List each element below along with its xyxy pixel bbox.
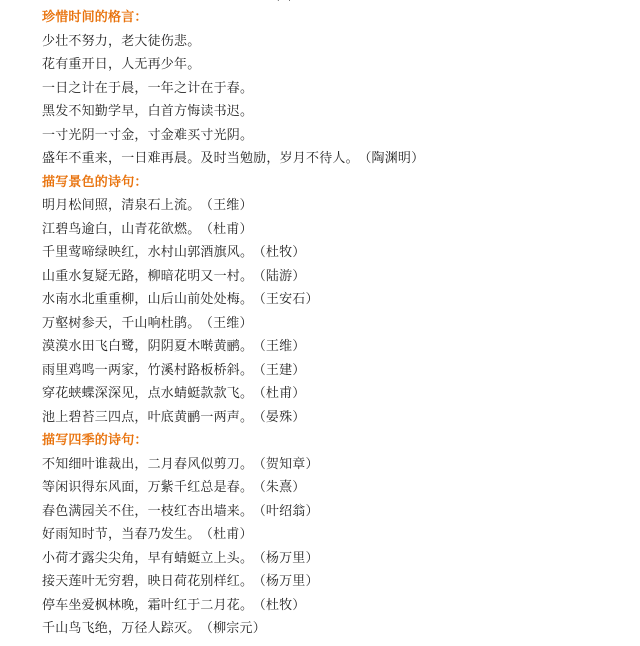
poem-line (42, 218, 632, 242)
poem-text: 江碧鸟逾白，山青花欲燃。 (42, 221, 201, 237)
poem-text: 万壑树参天，千山响杜鹃。 (42, 315, 201, 331)
maxim-line (42, 30, 632, 54)
poem-text: 接天莲叶无穷碧，映日荷花别样红。 (42, 574, 254, 589)
section-heading-time-maxims: 珍惜时间的格言： (42, 10, 148, 25)
poem-text: 雨里鸡鸣一两家，竹溪村路板桥斜。 (42, 362, 254, 378)
maxim-text: 黑发不知勤学早，白首方悔读书迟。 (42, 104, 254, 119)
poem-author: （杜甫） (206, 527, 253, 542)
poem-line (42, 547, 632, 571)
poem-text: 不知细叶谁裁出，二月春风似剪刀。 (42, 456, 254, 472)
poem-text: 水南水北重重柳，山后山前处处梅。 (42, 292, 254, 307)
poem-author: （王维） (206, 315, 253, 331)
poem-text: 千山鸟飞绝，万径人踪灭。 (42, 621, 201, 636)
poem-line (42, 194, 632, 218)
poem-author: （陆游） (259, 268, 306, 284)
poem-line (42, 382, 632, 406)
poem-line (42, 241, 632, 265)
poem-text: 小荷才露尖尖角，早有蜻蜓立上头。 (42, 550, 254, 566)
poem-author: （朱熹） (259, 480, 306, 495)
poem-line (42, 476, 632, 500)
poem-line (42, 312, 632, 336)
maxim-text: 一日之计在于晨，一年之计在于春。 (42, 80, 254, 96)
poem-line (42, 500, 632, 524)
poem-author: （杜甫） (206, 221, 253, 237)
poem-line (42, 570, 632, 594)
maxim-line (42, 77, 632, 101)
maxim-line (42, 124, 632, 148)
poem-author: （叶绍翁） (259, 503, 319, 519)
maxim-text: 一寸光阴一寸金，寸金难买寸光阴。 (42, 127, 254, 143)
poem-author: （王建） (259, 362, 306, 378)
poem-text: 池上碧苔三四点，叶底黄鹂一两声。 (42, 409, 254, 425)
poem-author: （杜牧） (259, 245, 306, 260)
poem-line (42, 594, 632, 618)
poem-author: （杨万里） (259, 550, 319, 566)
poem-author: （杜牧） (259, 597, 306, 613)
poem-text: 明月松间照，清泉石上流。 (42, 198, 201, 213)
section-heading-seasons-poems: 描写四季的诗句： (42, 433, 148, 448)
poem-text: 山重水复疑无路，柳暗花明又一村。 (42, 268, 254, 284)
poem-line (42, 523, 632, 547)
poem-text: 好雨知时节，当春乃发生。 (42, 527, 201, 542)
maxim-line (42, 53, 632, 77)
maxim-text: 花有重开日，人无再少年。 (42, 57, 201, 72)
poem-line (42, 335, 632, 359)
maxim-line (42, 147, 632, 171)
poem-text: 千里莺啼绿映红，水村山郭酒旗风。 (42, 245, 254, 260)
poem-text: 春色满园关不住，一枝红杏出墙来。 (42, 503, 254, 519)
poem-text: 漠漠水田飞白鹭，阴阴夏木啭黄鹂。 (42, 339, 254, 354)
poem-author: （王维） (206, 198, 253, 213)
maxim-text: 盛年不重来，一日难再晨。及时当勉励，岁月不待人。 (42, 151, 359, 166)
poem-author: （晏殊） (259, 409, 306, 425)
poem-line (42, 406, 632, 430)
poem-text: 等闲识得东风面，万紫千红总是春。 (42, 480, 254, 495)
maxim-text: 少壮不努力，老大徒伤悲。 (42, 33, 201, 49)
poem-author: （杨万里） (259, 574, 319, 589)
poem-author: （柳宗元） (206, 621, 266, 636)
document-body (42, 0, 632, 641)
poem-line (42, 288, 632, 312)
poem-text: 停车坐爱枫林晚，霜叶红于二月花。 (42, 597, 254, 613)
poem-author: （王维） (259, 339, 306, 354)
maxim-author: （陶渊明） (364, 151, 425, 166)
poem-line (42, 453, 632, 477)
poem-line (42, 265, 632, 289)
maxim-line (42, 100, 632, 124)
poem-text: 穿花蛱蝶深深见，点水蜻蜓款款飞。 (42, 386, 254, 401)
poem-line (42, 617, 632, 641)
poem-author: （王安石） (259, 292, 319, 307)
section-heading-scenery-poems: 描写景色的诗句： (42, 174, 148, 190)
poem-line (42, 359, 632, 383)
poem-author: （贺知章） (259, 456, 319, 472)
poem-author: （杜甫） (259, 386, 306, 401)
